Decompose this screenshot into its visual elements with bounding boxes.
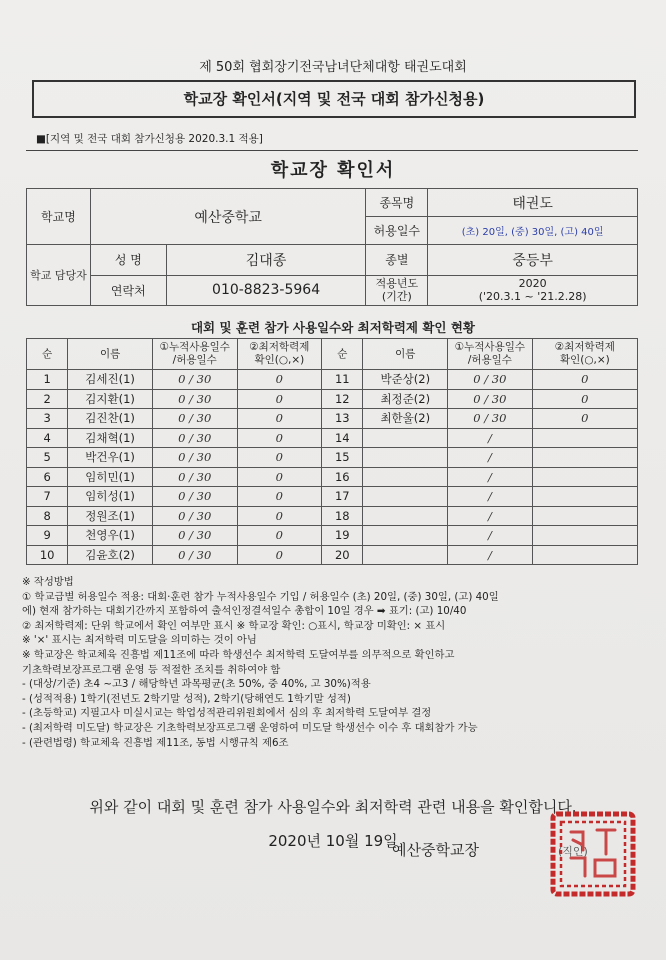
right-mark-cell <box>532 428 637 448</box>
usage-title: 대회 및 훈련 참가 사용일수와 최저학력제 확인 현황 <box>190 320 476 335</box>
right-no-cell: 14 <box>322 428 363 448</box>
days-header-top-right: ①누적사용일수 <box>454 341 526 353</box>
note-line: ※ 작성방법 <box>22 576 74 588</box>
left-no-cell: 1 <box>27 370 68 390</box>
right-no-cell: 15 <box>322 448 363 468</box>
right-name-cell: 박준상(2) <box>363 370 448 390</box>
contact-value: 010-8823-5964 <box>166 275 366 306</box>
right-no-cell: 20 <box>322 545 363 565</box>
note-line: ① 학교급별 허용일수 적용: 대회·훈련 참가 누적사용일수 기입 / 허용일수 (초) 20일, (중) 30일, (고) 40일 <box>22 590 499 603</box>
usage-table <box>26 338 638 565</box>
right-no-cell: 18 <box>322 506 363 526</box>
year-cell <box>428 275 638 306</box>
period-value: ('20.3.1 ~ '21.2.28) <box>478 290 587 304</box>
form-note: ■[지역 및 전국 대회 참가신청용 2020.3.1 적용] <box>36 133 263 145</box>
divider <box>26 150 638 151</box>
manager-label: 학교 담당자 <box>27 245 91 306</box>
usage-row <box>27 545 638 565</box>
right-name-cell: 최정준(2) <box>363 389 448 409</box>
competition-header: 제 50회 협회장기전국남녀단체대항 태권도대회 <box>199 60 467 75</box>
confirmation-statement: 위와 같이 대회 및 훈련 참가 사용일수와 최저학력 관련 내용을 확인합니다. <box>89 798 577 816</box>
min-header-top: ②최저학력제 <box>249 341 310 353</box>
left-no-cell: 3 <box>27 409 68 429</box>
right-name-cell <box>363 526 448 546</box>
left-days-cell: 0 / 30 <box>152 506 237 526</box>
left-mark-cell: 0 <box>237 448 322 468</box>
left-name-cell: 정원조(1) <box>68 506 153 526</box>
left-days-cell: 0 / 30 <box>152 467 237 487</box>
right-days-cell: 0 / 30 <box>448 389 533 409</box>
usage-row <box>27 506 638 526</box>
left-mark-cell: 0 <box>237 370 322 390</box>
left-days-cell: 0 / 30 <box>152 428 237 448</box>
no-header: 순 <box>27 339 68 370</box>
left-mark-cell: 0 <box>237 467 322 487</box>
right-mark-cell <box>532 467 637 487</box>
left-name-cell: 김지환(1) <box>68 389 153 409</box>
days-label: 허용일수 <box>366 217 428 245</box>
school-name: 예산중학교 <box>90 189 366 245</box>
left-name-cell: 김세진(1) <box>68 370 153 390</box>
right-name-cell <box>363 428 448 448</box>
note-line: ※ '×' 표시는 최저학력 미도달을 의미하는 것이 아님 <box>22 634 257 647</box>
right-name-cell <box>363 448 448 468</box>
days-value: (초) 20일, (중) 30일, (고) 40일 <box>428 217 638 245</box>
left-days-cell: 0 / 30 <box>152 370 237 390</box>
usage-row <box>27 467 638 487</box>
left-mark-cell: 0 <box>237 526 322 546</box>
usage-row <box>27 409 638 429</box>
days-header <box>152 339 237 370</box>
right-mark-cell <box>532 448 637 468</box>
right-name-cell <box>363 545 448 565</box>
left-name-cell: 임히민(1) <box>68 467 153 487</box>
left-mark-cell: 0 <box>237 545 322 565</box>
right-name-cell <box>363 506 448 526</box>
right-days-cell: / <box>448 448 533 468</box>
right-name-cell <box>363 487 448 507</box>
right-mark-cell <box>532 545 637 565</box>
min-header-right <box>532 339 637 370</box>
usage-row <box>27 370 638 390</box>
left-no-cell: 2 <box>27 389 68 409</box>
left-no-cell: 8 <box>27 506 68 526</box>
name-label: 성 명 <box>90 245 166 276</box>
left-name-cell: 천영우(1) <box>68 526 153 546</box>
left-mark-cell: 0 <box>237 506 322 526</box>
left-name-cell: 김윤호(2) <box>68 545 153 565</box>
right-days-cell: / <box>448 428 533 448</box>
left-mark-cell: 0 <box>237 389 322 409</box>
note-line: - (대상/기준) 초4 ~고3 / 해당학년 과목평균(초 50%, 중 40%, 고 30%)적용 <box>22 678 371 691</box>
usage-header-row <box>27 339 638 370</box>
right-days-cell: 0 / 30 <box>448 370 533 390</box>
right-mark-cell: 0 <box>532 409 637 429</box>
year-value: 2020 <box>518 277 547 291</box>
principal-signature: 예산중학교장 <box>392 841 479 859</box>
left-no-cell: 10 <box>27 545 68 565</box>
usage-row <box>27 487 638 507</box>
left-mark-cell: 0 <box>237 487 322 507</box>
usage-row <box>27 526 638 546</box>
division-label: 종별 <box>366 245 428 276</box>
writing-instructions <box>22 575 652 750</box>
left-no-cell: 9 <box>27 526 68 546</box>
note-line: ② 최저학력제: 단위 학교에서 확인 여부만 표시 ※ 학교장 확인: ○표시, 학교장 미확인: × 표시 <box>22 619 446 632</box>
note-line: 에) 현재 참가하는 대회기간까지 포함하여 출석인정결석일수 총합이 10일 경우 ➡ 표기: (고) 10/40 <box>22 605 467 618</box>
note-line: 기초학력보장프로그램 운영 등 적절한 조치를 취하여야 함 <box>22 663 281 676</box>
left-mark-cell: 0 <box>237 428 322 448</box>
left-name-cell: 박건우(1) <box>68 448 153 468</box>
left-no-cell: 5 <box>27 448 68 468</box>
right-days-cell: / <box>448 506 533 526</box>
usage-row <box>27 448 638 468</box>
note-line: - (관련법령) 학교체육 진흥법 제11조, 동법 시행규칙 제6조 <box>22 736 289 749</box>
left-days-cell: 0 / 30 <box>152 448 237 468</box>
days-header-bottom: /허용일수 <box>172 354 217 366</box>
year-label: 적용년도 (기간) <box>366 275 428 306</box>
right-mark-cell: 0 <box>532 370 637 390</box>
min-header-bottom-right: 확인(○,×) <box>559 354 610 366</box>
seal-mark: (직인) <box>558 845 588 858</box>
left-name-cell: 김진찬(1) <box>68 409 153 429</box>
days-header-top: ①누적사용일수 <box>159 341 230 353</box>
name-header-right: 이름 <box>363 339 448 370</box>
left-no-cell: 7 <box>27 487 68 507</box>
left-no-cell: 6 <box>27 467 68 487</box>
min-header <box>237 339 322 370</box>
usage-row <box>27 389 638 409</box>
right-mark-cell <box>532 526 637 546</box>
right-no-cell: 19 <box>322 526 363 546</box>
right-days-cell: / <box>448 487 533 507</box>
right-no-cell: 13 <box>322 409 363 429</box>
right-no-cell: 12 <box>322 389 363 409</box>
left-days-cell: 0 / 30 <box>152 487 237 507</box>
school-label: 학교명 <box>27 189 91 245</box>
form-title: 학교장 확인서 <box>270 160 396 181</box>
left-mark-cell: 0 <box>237 409 322 429</box>
left-name-cell: 김채혁(1) <box>68 428 153 448</box>
right-days-cell: / <box>448 467 533 487</box>
right-name-cell <box>363 467 448 487</box>
left-days-cell: 0 / 30 <box>152 526 237 546</box>
issue-date: 2020년 10월 19일 <box>268 832 398 850</box>
days-header-right <box>448 339 533 370</box>
left-no-cell: 4 <box>27 428 68 448</box>
division-value: 중등부 <box>428 245 638 276</box>
right-name-cell: 최한울(2) <box>363 409 448 429</box>
left-days-cell: 0 / 30 <box>152 545 237 565</box>
right-no-cell: 11 <box>322 370 363 390</box>
right-days-cell: / <box>448 545 533 565</box>
event-label: 종목명 <box>366 189 428 217</box>
info-table <box>26 188 638 306</box>
no-header-right: 순 <box>322 339 363 370</box>
right-no-cell: 16 <box>322 467 363 487</box>
note-line: - (최저학력 미도달) 학교장은 기초학력보장프로그램 운영하여 미도달 학생선수 이수 후 대회참가 가능 <box>22 721 478 734</box>
min-header-top-right: ②최저학력제 <box>554 341 615 353</box>
name-header: 이름 <box>68 339 153 370</box>
title-box: 학교장 확인서(지역 및 전국 대회 참가신청용) <box>32 80 636 118</box>
event-value: 태권도 <box>428 189 638 217</box>
usage-row <box>27 428 638 448</box>
days-header-bottom-right: /허용일수 <box>467 354 512 366</box>
right-days-cell: 0 / 30 <box>448 409 533 429</box>
note-line: - (초등학교) 지필고사 미실시교는 학업성적관리위원회에서 심의 후 최저학력 도달여부 결정 <box>22 707 432 720</box>
min-header-bottom: 확인(○,×) <box>254 354 305 366</box>
note-line: ※ 학교장은 학교체육 진흥법 제11조에 따라 학생선수 최저학력 도달여부를 의무적으로 확인하고 <box>22 648 455 661</box>
left-days-cell: 0 / 30 <box>152 389 237 409</box>
right-mark-cell <box>532 487 637 507</box>
right-no-cell: 17 <box>322 487 363 507</box>
manager-name: 김대종 <box>166 245 366 276</box>
right-days-cell: / <box>448 526 533 546</box>
note-line: - (성적적용) 1학기(전년도 2학기말 성적), 2학기(당해연도 1학기말 성적) <box>22 692 351 705</box>
left-days-cell: 0 / 30 <box>152 409 237 429</box>
left-name-cell: 임히성(1) <box>68 487 153 507</box>
right-mark-cell: 0 <box>532 389 637 409</box>
right-mark-cell <box>532 506 637 526</box>
contact-label: 연락처 <box>90 275 166 306</box>
usage-body <box>27 370 638 565</box>
